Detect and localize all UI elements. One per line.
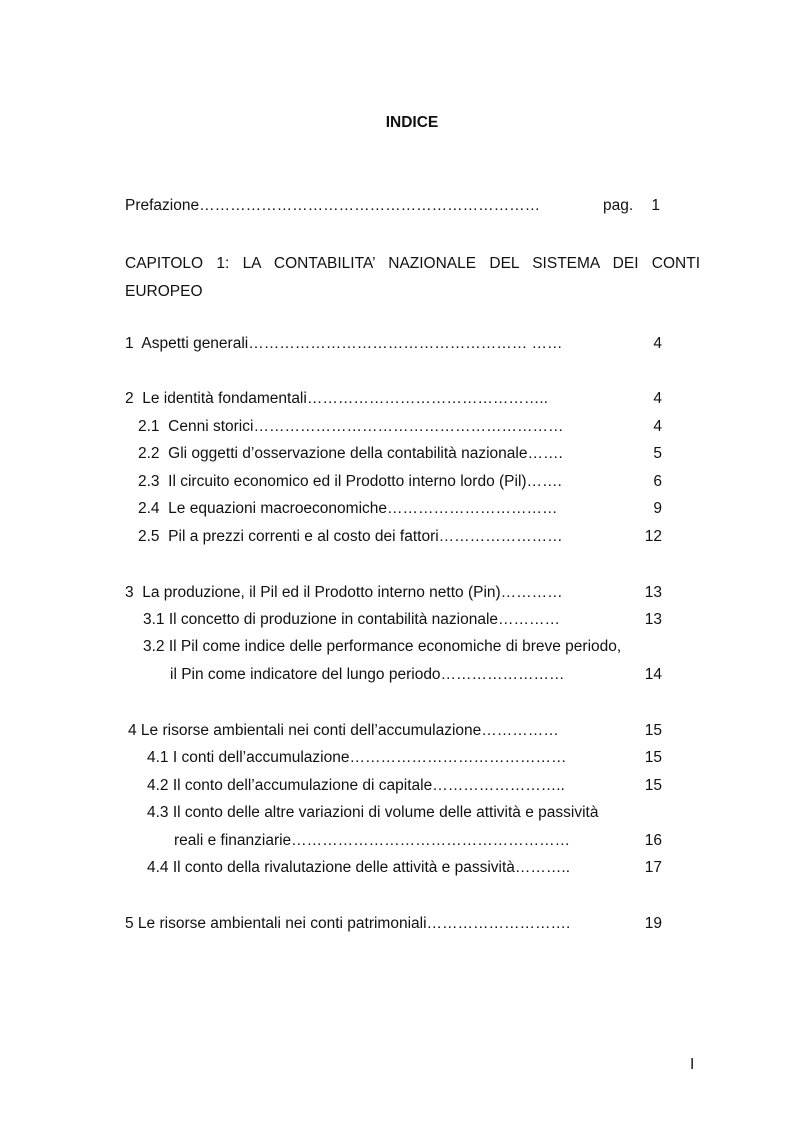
preface-pag-label: pag.	[603, 197, 634, 214]
toc-page-number: 12	[644, 528, 662, 545]
index-title: INDICE	[385, 114, 439, 131]
toc-entry: 2.5 Pil a prezzi correnti e al costo dei fattori……………………	[138, 528, 563, 545]
toc-entry: 4.3 Il conto delle altre variazioni di volume delle attività e passività	[147, 804, 599, 821]
toc-page-number: 4	[653, 418, 662, 435]
toc-entry: reali e finanziarie………………………………………………	[174, 832, 571, 849]
toc-entry: il Pin come indicatore del lungo periodo……………………	[170, 666, 565, 683]
toc-page-number: 4	[653, 335, 662, 352]
toc-entry: 5 Le risorse ambientali nei conti patrimoniali……………………….	[125, 915, 571, 932]
toc-page-number: 4	[653, 390, 662, 407]
toc-page-number: 15	[644, 722, 662, 739]
toc-page-number: 9	[653, 500, 662, 517]
toc-page-number: 13	[644, 584, 662, 601]
toc-entry: 4.1 I conti dell’accumulazione……………………………………	[147, 749, 567, 766]
toc-entry: 4 Le risorse ambientali nei conti dell’accumulazione……………	[128, 722, 559, 739]
toc-entry: 3 La produzione, il Pil ed il Prodotto interno netto (Pin)…………	[125, 584, 563, 601]
toc-entry: 4.4 Il conto della rivalutazione delle attività e passività………..	[147, 859, 571, 876]
toc-page-number: 6	[653, 473, 662, 490]
toc-page-number: 15	[644, 777, 662, 794]
toc-entry: 2.4 Le equazioni macroeconomiche……………………………	[138, 500, 558, 517]
toc-entry: 4.2 Il conto dell’accumulazione di capitale……………………..	[147, 777, 565, 794]
toc-page-number: 16	[644, 832, 662, 849]
toc-entry: 2.2 Gli oggetti d’osservazione della contabilità nazionale…….	[138, 445, 563, 462]
page-number: I	[690, 1056, 695, 1073]
toc-entry: 3.2 Il Pil come indice delle performance economiche di breve periodo,	[143, 638, 622, 655]
toc-page-number: 13	[644, 611, 662, 628]
chapter-heading: CAPITOLO 1: LA CONTABILITA’ NAZIONALE DEL SISTEMA DEI CONTI EUROPEO	[125, 255, 700, 300]
preface-entry: Prefazione…………………………………………………………	[125, 197, 541, 214]
toc-page-number: 14	[644, 666, 662, 683]
toc-page-number: 19	[644, 915, 662, 932]
toc-page-number: 17	[644, 859, 662, 876]
toc-page-number: 15	[644, 749, 662, 766]
toc-entry: 2.3 Il circuito economico ed il Prodotto interno lordo (Pil)…….	[138, 473, 562, 490]
preface-page-number: 1	[651, 197, 660, 214]
toc-entry: 2 Le identità fondamentali………………………………………..	[125, 390, 548, 407]
toc-page-number: 5	[653, 445, 662, 462]
toc-entry: 1 Aspetti generali……………………………………………… ……	[125, 335, 563, 352]
toc-entry: 2.1 Cenni storici……………………………………………………	[138, 418, 564, 435]
toc-entry: 3.1 Il concetto di produzione in contabilità nazionale…………	[143, 611, 561, 628]
